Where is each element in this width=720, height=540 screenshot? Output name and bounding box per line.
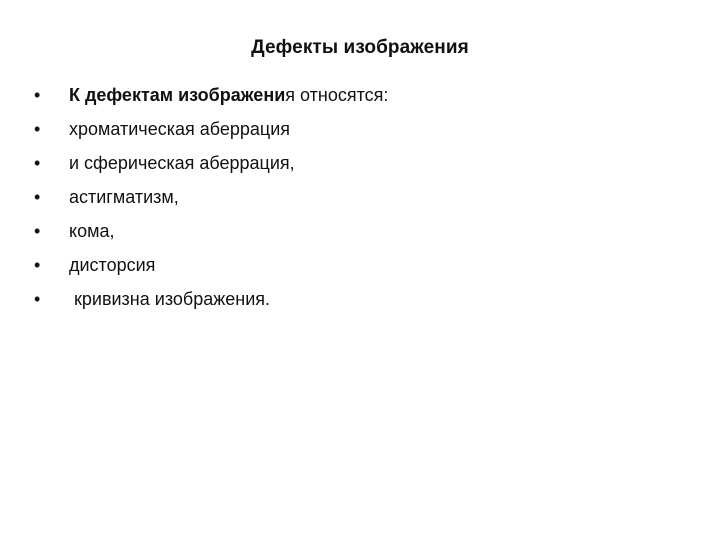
bullet-item — [34, 252, 684, 286]
bullet-dot-icon: • — [34, 255, 41, 275]
bullet-dot-icon: • — [34, 289, 41, 309]
bullet-dot-icon: • — [34, 119, 41, 139]
bullet-item — [34, 116, 684, 150]
bullet-regular-text: я относятся: — [285, 85, 389, 105]
bullet-text: кривизна изображения. — [69, 289, 271, 309]
bullet-item — [34, 286, 684, 320]
bullet-item — [34, 184, 684, 218]
bullet-text: дисторсия — [69, 255, 156, 275]
bullet-text: астигматизм, — [69, 187, 179, 207]
bullet-bold-text: К дефектам изображени — [69, 85, 286, 105]
slide-title: Дефекты изображения — [251, 37, 469, 58]
bullet-item — [34, 150, 684, 184]
bullet-dot-icon: • — [34, 85, 41, 105]
bullet-dot-icon: • — [34, 153, 41, 173]
bullet-dot-icon: • — [34, 187, 41, 207]
bullet-text — [69, 82, 388, 108]
bullet-text: хроматическая аберрация — [69, 119, 291, 139]
bullet-dot-icon: • — [34, 221, 41, 241]
bullet-text: кома, — [69, 221, 115, 241]
bullet-text: и сферическая аберрация, — [69, 153, 295, 173]
bullet-item — [34, 82, 684, 116]
bullet-item — [34, 218, 684, 252]
bullet-list — [34, 82, 684, 320]
